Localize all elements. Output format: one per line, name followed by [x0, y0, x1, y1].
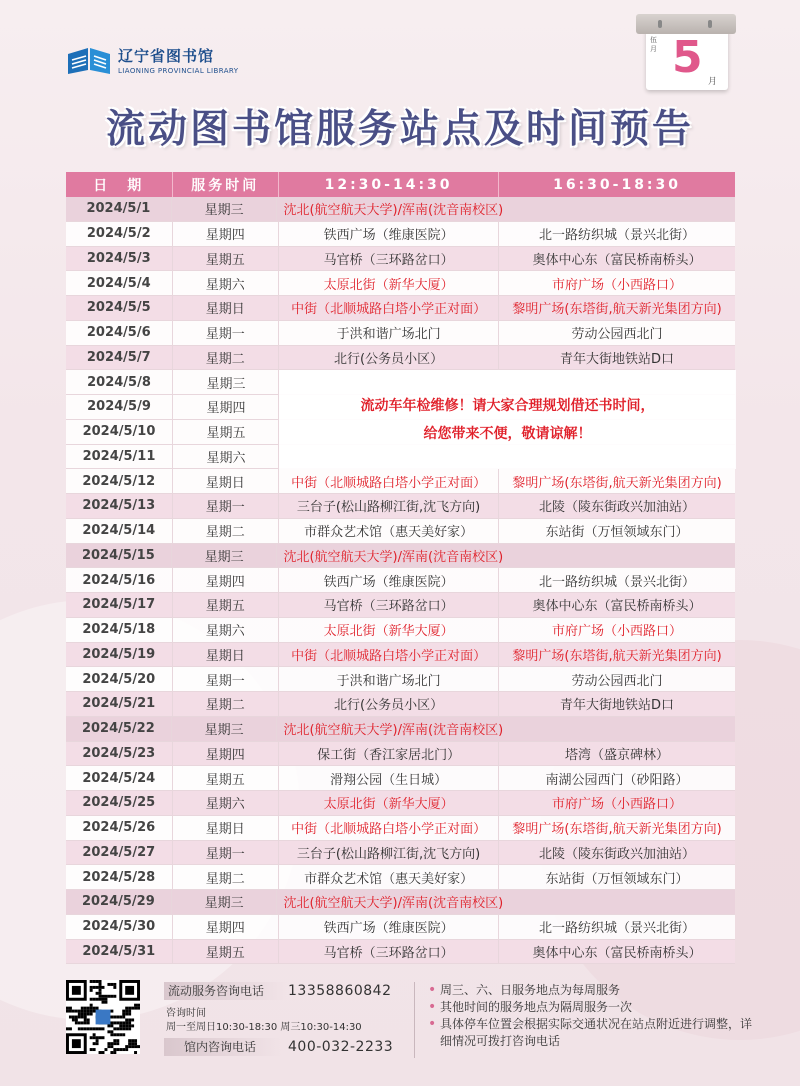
row-merged-location: 沈北(航空航天大学)/浑南(沈音南校区): [276, 717, 735, 741]
table-row: [66, 667, 735, 692]
row-weekday: 星期五: [172, 766, 279, 790]
header-slot-2: 16:30-18:30: [498, 172, 735, 197]
header-slot-1: 12:30-14:30: [278, 172, 498, 197]
row-weekday: 星期一: [172, 494, 279, 518]
row-date: 2024/5/1: [86, 201, 151, 217]
row-weekday: 星期二: [172, 692, 279, 716]
note-item: • 周三、六、日服务地点为每周服务: [428, 982, 758, 999]
row-location-1: 市群众艺术馆（惠天美好家）: [278, 865, 498, 889]
row-weekday: 星期二: [172, 865, 279, 889]
row-date: 2024/5/19: [82, 646, 156, 662]
row-date: 2024/5/14: [82, 523, 156, 539]
row-merged-location: 沈北(航空航天大学)/浑南(沈音南校区): [276, 197, 735, 221]
row-location-2: 劳动公园西北门: [498, 321, 735, 345]
divider: [414, 982, 415, 1058]
row-location-1: 北行(公务员小区）: [278, 346, 498, 370]
table-row: [66, 766, 735, 791]
table-row: [66, 865, 735, 890]
library-consult-phone: 400-032-2233: [288, 1039, 394, 1055]
qr-code: [66, 980, 140, 1054]
note-item: • 其他时间的服务地点为隔周服务一次: [428, 999, 758, 1016]
table-row: [66, 618, 735, 643]
row-location-2: 黎明广场(东塔街,航天新光集团方向): [498, 296, 735, 320]
row-weekday: 星期一: [172, 321, 279, 345]
row-date: 2024/5/18: [82, 622, 156, 638]
row-location-1: 中街（北顺城路白塔小学正对面）: [278, 643, 498, 667]
row-merged-location: 沈北(航空航天大学)/浑南(沈音南校区): [276, 544, 735, 568]
row-location-2: 市府广场（小西路口）: [498, 618, 735, 642]
row-location-1: 三台子(松山路柳江街,沈飞方向): [278, 494, 498, 518]
page-title: 流动图书馆服务站点及时间预告: [105, 107, 694, 152]
row-location-2: 市府广场（小西路口）: [498, 791, 735, 815]
table-row: [66, 346, 735, 371]
row-weekday: 星期一: [172, 667, 279, 691]
row-weekday: 星期四: [172, 222, 279, 246]
row-date: 2024/5/8: [87, 374, 151, 390]
table-row: [66, 841, 735, 866]
row-location-2: 东站街（万恒领域东门）: [498, 519, 735, 543]
row-location-2: 青年大街地铁站D口: [498, 692, 735, 716]
table-row: [66, 271, 735, 296]
row-weekday: 星期四: [172, 915, 279, 939]
table-row: [66, 222, 735, 247]
logo-name-cn: 辽宁省图书馆: [118, 47, 215, 65]
row-date: 2024/5/2: [86, 226, 151, 242]
row-weekday: 星期六: [172, 791, 279, 815]
table-row: [66, 816, 735, 841]
row-weekday: 星期二: [172, 519, 279, 543]
table-row: [66, 791, 735, 816]
row-location-2: 北一路纺织城（景兴北街）: [498, 568, 735, 592]
mobile-consult-phone: 13358860842: [288, 983, 392, 999]
row-weekday: 星期二: [172, 346, 279, 370]
row-location-1: 铁西广场（维康医院）: [278, 915, 498, 939]
table-row: [66, 692, 735, 717]
table-row: [66, 915, 735, 940]
row-location-1: 太原北街（新华大厦）: [278, 791, 498, 815]
row-location-1: 保工街（香江家居北门）: [278, 742, 498, 766]
row-date: 2024/5/9: [87, 399, 151, 415]
row-location-2: 市府广场（小西路口）: [498, 271, 735, 295]
table-header: [66, 172, 735, 197]
row-weekday: 星期六: [172, 618, 279, 642]
table-row: [66, 321, 735, 346]
row-location-1: 于洪和谐广场北门: [278, 321, 498, 345]
row-weekday: 星期四: [172, 395, 279, 419]
row-weekday: 星期日: [172, 296, 279, 320]
row-location-1: 于洪和谐广场北门: [278, 667, 498, 691]
row-location-2: 北一路纺织城（景兴北街）: [498, 222, 735, 246]
row-weekday: 星期五: [172, 940, 279, 964]
row-date: 2024/5/27: [82, 844, 156, 860]
row-weekday: 星期六: [172, 445, 279, 469]
service-notes: [428, 982, 758, 1050]
row-date: 2024/5/10: [82, 424, 156, 440]
schedule-table: [66, 172, 735, 964]
row-weekday: 星期一: [172, 841, 279, 865]
row-weekday: 星期四: [172, 568, 279, 592]
row-location-2: 黎明广场(东塔街,航天新光集团方向): [498, 643, 735, 667]
row-date: 2024/5/4: [86, 275, 151, 291]
row-date: 2024/5/21: [82, 696, 156, 712]
table-row: [66, 643, 735, 668]
row-weekday: 星期三: [171, 717, 277, 741]
table-row: [66, 568, 735, 593]
row-date: 2024/5/22: [81, 721, 155, 737]
calendar-icon: [636, 14, 736, 94]
row-location-2: 北一路纺织城（景兴北街）: [498, 915, 735, 939]
row-location-1: 马官桥（三环路岔口）: [278, 593, 498, 617]
note-item: • 具体停车位置会根据实际交通状况在站点附近进行调整，详细情况可拨打咨询电话: [428, 1016, 758, 1050]
row-weekday: 星期三: [171, 197, 277, 221]
table-row: [66, 296, 735, 321]
row-weekday: 星期三: [172, 370, 279, 394]
table-row: [66, 519, 735, 544]
row-location-1: 马官桥（三环路岔口）: [278, 247, 498, 271]
consult-hours-text: 周一至周日10:30-18:30 周三10:30-14:30: [166, 1022, 362, 1033]
calendar-small-label: 伍月: [650, 36, 657, 53]
row-weekday: 星期三: [171, 544, 277, 568]
row-location-2: 南湖公园西门（砂阳路）: [498, 766, 735, 790]
notice-line: 流动车年检维修！请大家合理规划借还书时间，: [360, 397, 655, 414]
row-location-2: 北陵（陵东街政兴加油站）: [498, 494, 735, 518]
table-row: [66, 742, 735, 767]
row-date: 2024/5/25: [82, 795, 156, 811]
row-date: 2024/5/28: [82, 869, 156, 885]
row-date: 2024/5/20: [82, 671, 156, 687]
row-location-2: 东站街（万恒领域东门）: [498, 865, 735, 889]
row-location-1: 中街（北顺城路白塔小学正对面）: [278, 469, 498, 493]
row-date: 2024/5/30: [82, 919, 156, 935]
row-location-1: 中街（北顺城路白塔小学正对面）: [278, 296, 498, 320]
row-location-1: 太原北街（新华大厦）: [278, 271, 498, 295]
notice-line: 给您带来不便，敬请谅解！: [423, 425, 592, 442]
row-location-2: 奥体中心东（富民桥南桥头）: [498, 940, 735, 964]
row-location-1: 市群众艺术馆（惠天美好家）: [278, 519, 498, 543]
table-row: [66, 494, 735, 519]
library-logo: [66, 44, 238, 76]
row-date: 2024/5/26: [82, 820, 156, 836]
row-location-1: 三台子(松山路柳江街,沈飞方向): [278, 841, 498, 865]
row-date: 2024/5/29: [81, 894, 155, 910]
row-date: 2024/5/7: [86, 349, 151, 365]
row-location-1: 铁西广场（维康医院）: [278, 222, 498, 246]
row-date: 2024/5/17: [82, 597, 156, 613]
maintenance-notice: [278, 370, 736, 469]
row-weekday: 星期六: [172, 271, 279, 295]
table-row: [66, 197, 735, 222]
row-location-1: 太原北街（新华大厦）: [278, 618, 498, 642]
book-logo-icon: [66, 44, 112, 76]
row-weekday: 星期日: [172, 816, 279, 840]
row-date: 2024/5/15: [81, 547, 155, 563]
row-date: 2024/5/24: [82, 770, 156, 786]
table-row: [66, 544, 735, 569]
table-row: [66, 717, 735, 742]
row-weekday: 星期三: [171, 890, 277, 914]
library-consult-label: 馆内咨询电话: [164, 1038, 282, 1056]
table-row: [66, 593, 735, 618]
header-day: 服务时间: [172, 172, 279, 197]
row-location-2: 北陵（陵东街政兴加油站）: [498, 841, 735, 865]
mobile-consult-label: 流动服务咨询电话: [164, 982, 286, 1000]
row-merged-location: 沈北(航空航天大学)/浑南(沈音南校区): [276, 890, 735, 914]
row-date: 2024/5/16: [82, 572, 156, 588]
header-date: 日 期: [93, 177, 145, 194]
row-location-2: 劳动公园西北门: [498, 667, 735, 691]
row-weekday: 星期日: [172, 469, 279, 493]
row-location-1: 滑翔公园（生日城）: [278, 766, 498, 790]
row-location-1: 马官桥（三环路岔口）: [278, 940, 498, 964]
row-weekday: 星期五: [172, 420, 279, 444]
table-row: [66, 940, 735, 965]
row-date: 2024/5/12: [82, 473, 156, 489]
row-date: 2024/5/13: [82, 498, 156, 514]
calendar-month-number: 5: [672, 32, 703, 83]
row-date: 2024/5/11: [82, 448, 156, 464]
row-weekday: 星期日: [172, 643, 279, 667]
row-location-2: 青年大街地铁站D口: [498, 346, 735, 370]
logo-name-en: LIAONING PROVINCIAL LIBRARY: [118, 67, 239, 75]
row-location-1: 铁西广场（维康医院）: [278, 568, 498, 592]
row-location-2: 黎明广场(东塔街,航天新光集团方向): [498, 816, 735, 840]
table-row: [66, 469, 735, 494]
row-weekday: 星期四: [172, 742, 279, 766]
row-date: 2024/5/6: [86, 325, 151, 341]
row-location-2: 奥体中心东（富民桥南桥头）: [498, 247, 735, 271]
row-location-2: 黎明广场(东塔街,航天新光集团方向): [498, 469, 735, 493]
calendar-month-unit: 月: [708, 77, 718, 87]
row-date: 2024/5/3: [86, 250, 151, 266]
row-location-2: 塔湾（盛京碑林）: [498, 742, 735, 766]
row-date: 2024/5/5: [86, 300, 151, 316]
row-weekday: 星期五: [172, 247, 279, 271]
row-location-2: 奥体中心东（富民桥南桥头）: [498, 593, 735, 617]
row-location-1: 北行(公务员小区）: [278, 692, 498, 716]
row-weekday: 星期五: [172, 593, 279, 617]
row-date: 2024/5/31: [82, 943, 156, 959]
row-date: 2024/5/23: [82, 745, 156, 761]
table-row: [66, 890, 735, 915]
consult-hours-label: 咨询时间: [166, 1008, 206, 1019]
row-location-1: 中街（北顺城路白塔小学正对面）: [278, 816, 498, 840]
table-row: [66, 247, 735, 272]
qr-code-icon: [66, 980, 140, 1054]
